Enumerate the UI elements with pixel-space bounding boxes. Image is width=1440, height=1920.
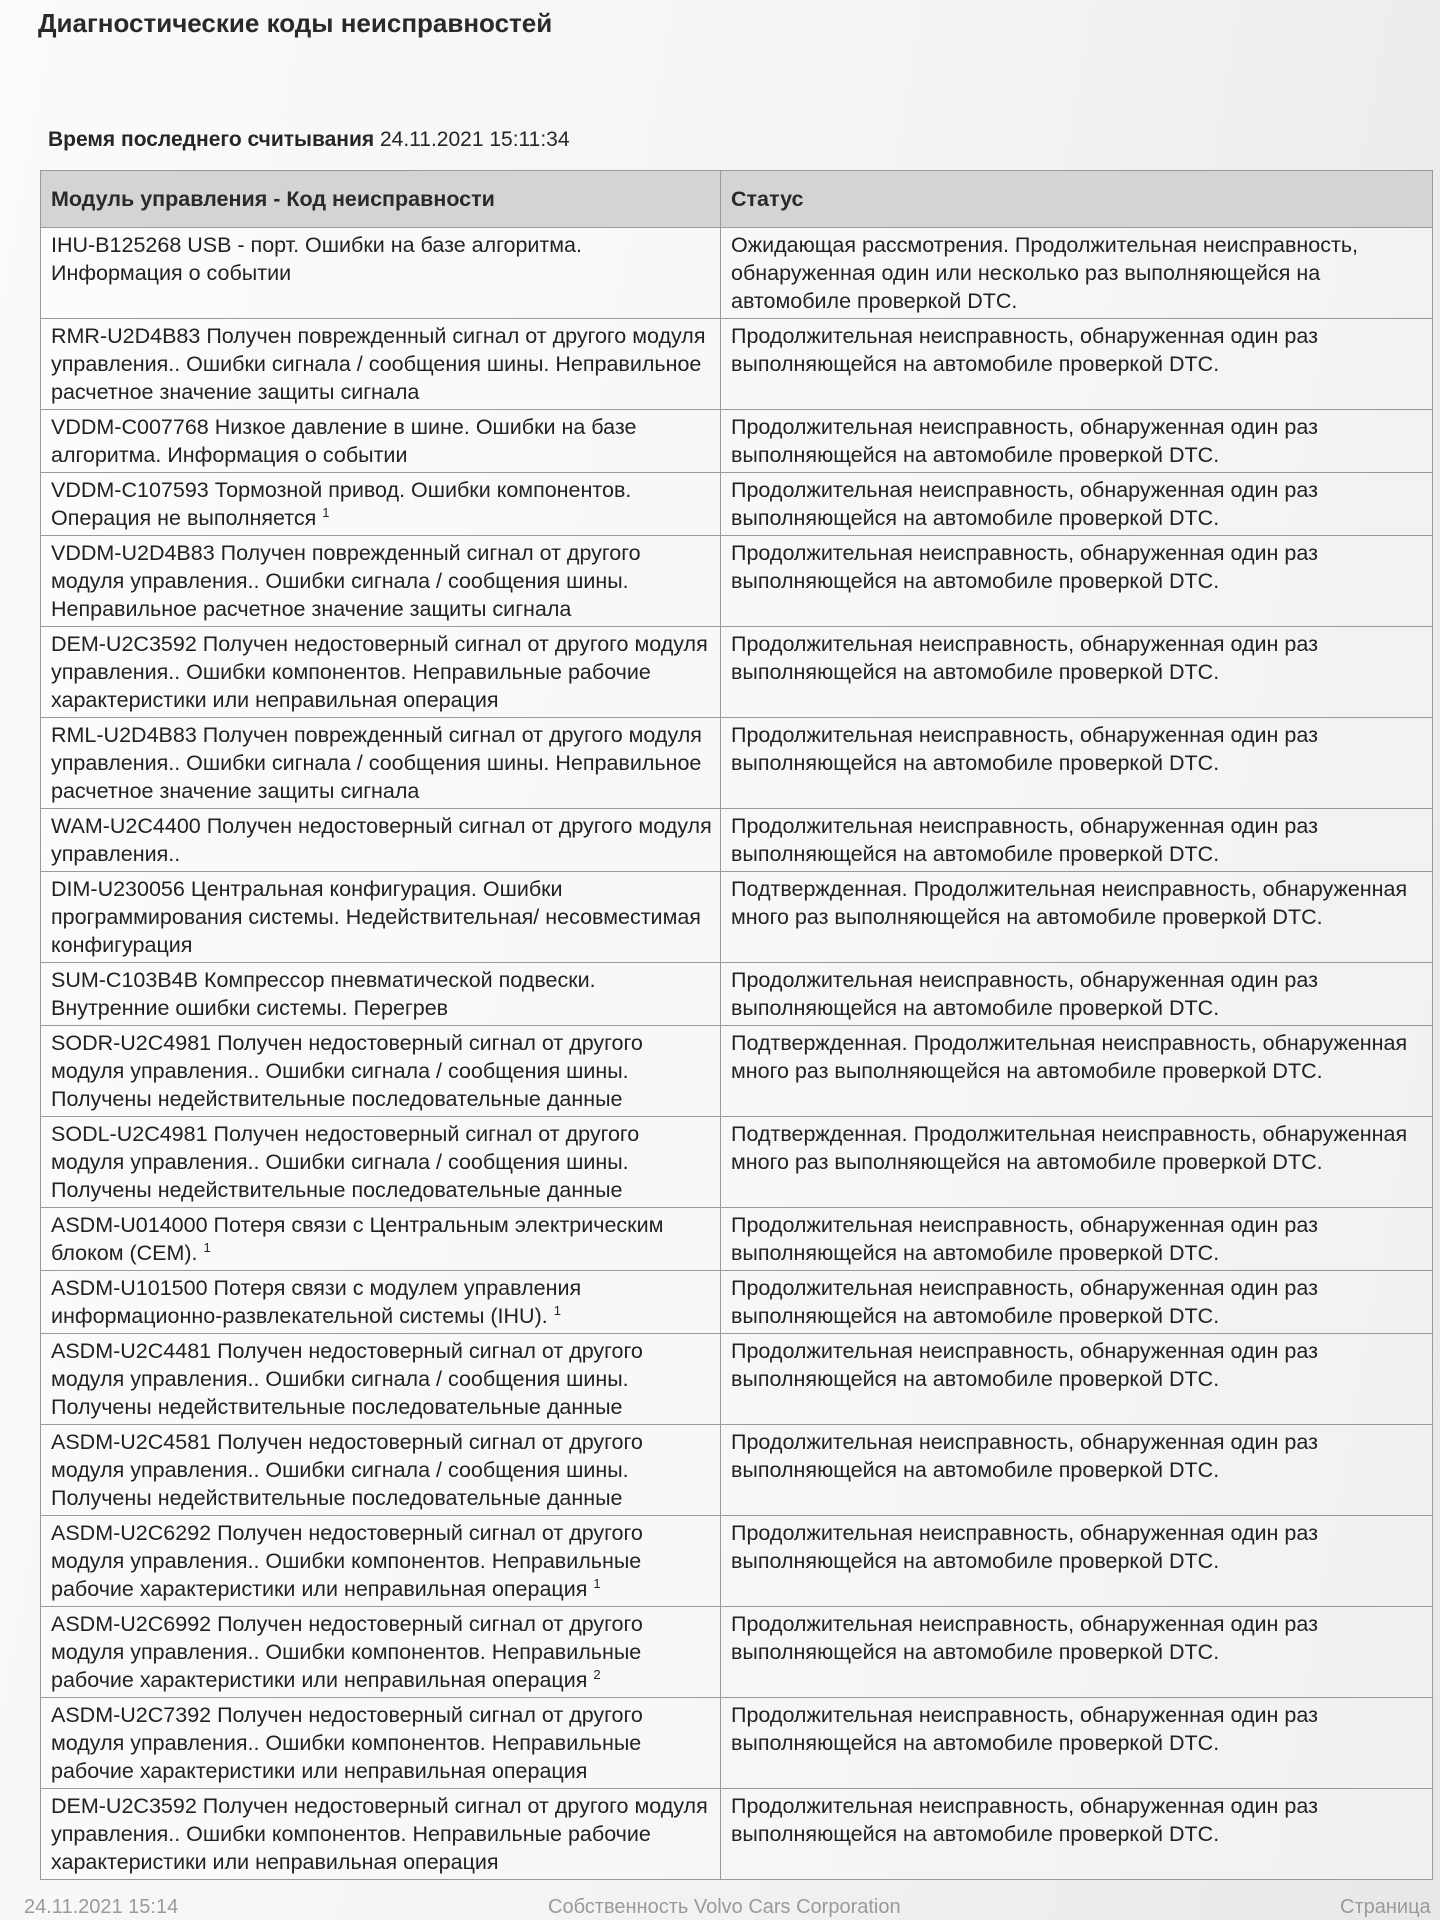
dtc-code-text: WAM-U2C4400 Получен недостоверный сигнал от другого модуля управления.. (51, 814, 712, 866)
table-row (41, 473, 1433, 536)
dtc-status-cell: Продолжительная неисправность, обнаруженная один раз выполняющейся на автомобиле проверкой DTC. (721, 536, 1433, 627)
dtc-code-cell (41, 319, 721, 410)
footnote-marker: 2 (593, 1666, 601, 1682)
dtc-code-text: ASDM-U2C7392 Получен недостоверный сигнал от другого модуля управления.. Ошибки компонентов. Неправильные рабочие характеристики или неправильная операция (51, 1703, 643, 1783)
last-read-time (48, 128, 570, 152)
dtc-code-cell (41, 228, 721, 319)
dtc-status-cell: Продолжительная неисправность, обнаруженная один раз выполняющейся на автомобиле проверкой DTC. (721, 1789, 1433, 1880)
table-row (41, 1425, 1433, 1516)
dtc-code-cell (41, 473, 721, 536)
footnote-marker: 1 (203, 1239, 211, 1255)
dtc-code-text: SODR-U2C4981 Получен недостоверный сигнал от другого модуля управления.. Ошибки сигнала / сообщения шины. Получены недействительные последовательные данные (51, 1031, 643, 1111)
dtc-code-cell (41, 1789, 721, 1880)
dtc-code-cell (41, 1607, 721, 1698)
dtc-code-text: DEM-U2C3592 Получен недостоверный сигнал от другого модуля управления.. Ошибки компонентов. Неправильные рабочие характеристики или неправильная операция (51, 632, 708, 712)
dtc-status-cell: Продолжительная неисправность, обнаруженная один раз выполняющейся на автомобиле проверкой DTC. (721, 1607, 1433, 1698)
dtc-code-text: ASDM-U2C4481 Получен недостоверный сигнал от другого модуля управления.. Ошибки сигнала / сообщения шины. Получены недействительные последовательные данные (51, 1339, 643, 1419)
table-row (41, 319, 1433, 410)
footer-page: Страница (1340, 1896, 1431, 1918)
dtc-code-cell (41, 1271, 721, 1334)
dtc-code-cell (41, 1208, 721, 1271)
dtc-code-text: ASDM-U2C4581 Получен недостоверный сигнал от другого модуля управления.. Ошибки сигнала / сообщения шины. Получены недействительные последовательные данные (51, 1430, 643, 1510)
dtc-table-body (41, 228, 1433, 1880)
dtc-table (40, 170, 1433, 1880)
footnote-marker: 1 (322, 504, 330, 520)
dtc-code-cell (41, 718, 721, 809)
dtc-status-cell: Продолжительная неисправность, обнаруженная один раз выполняющейся на автомобиле проверкой DTC. (721, 627, 1433, 718)
dtc-code-cell (41, 963, 721, 1026)
dtc-code-text: RML-U2D4B83 Получен поврежденный сигнал от другого модуля управления.. Ошибки сигнала / сообщения шины. Неправильное расчетное значение защиты сигнала (51, 723, 702, 803)
dtc-code-cell (41, 536, 721, 627)
dtc-code-cell (41, 1026, 721, 1117)
table-row (41, 1026, 1433, 1117)
footer-date: 24.11.2021 15:14 (24, 1896, 179, 1918)
table-row (41, 1789, 1433, 1880)
dtc-code-text: VDDM-U2D4B83 Получен поврежденный сигнал от другого модуля управления.. Ошибки сигнала / сообщения шины. Неправильное расчетное значение защиты сигнала (51, 541, 641, 621)
table-header-row (41, 171, 1433, 228)
dtc-code-cell (41, 872, 721, 963)
dtc-status-cell: Ожидающая рассмотрения. Продолжительная неисправность, обнаруженная один или несколько раз выполняющейся на автомобиле проверкой DTC. (721, 228, 1433, 319)
dtc-code-text: IHU-B125268 USB - порт. Ошибки на базе алгоритма. Информация о событии (51, 233, 582, 285)
dtc-status-cell: Продолжительная неисправность, обнаруженная один раз выполняющейся на автомобиле проверкой DTC. (721, 1208, 1433, 1271)
table-row (41, 963, 1433, 1026)
table-row (41, 1698, 1433, 1789)
footnote-marker: 1 (553, 1302, 561, 1318)
dtc-code-text: ASDM-U2C6292 Получен недостоверный сигнал от другого модуля управления.. Ошибки компонентов. Неправильные рабочие характеристики или неправильная операция (51, 1521, 643, 1601)
table-row (41, 809, 1433, 872)
dtc-status-cell: Продолжительная неисправность, обнаруженная один раз выполняющейся на автомобиле проверкой DTC. (721, 1698, 1433, 1789)
table-row (41, 410, 1433, 473)
table-row (41, 718, 1433, 809)
table-row (41, 627, 1433, 718)
dtc-code-cell (41, 410, 721, 473)
header-module-code: Модуль управления - Код неисправности (41, 171, 721, 228)
dtc-code-text: ASDM-U014000 Потеря связи с Центральным электрическим блоком (CEM). (51, 1213, 664, 1265)
footer-owner: Собственность Volvo Cars Corporation (548, 1896, 901, 1918)
dtc-code-text: VDDM-C107593 Тормозной привод. Ошибки компонентов. Операция не выполняется (51, 478, 632, 530)
dtc-status-cell: Продолжительная неисправность, обнаруженная один раз выполняющейся на автомобиле проверкой DTC. (721, 473, 1433, 536)
dtc-code-cell (41, 1117, 721, 1208)
table-row (41, 228, 1433, 319)
dtc-status-cell: Подтвержденная. Продолжительная неисправность, обнаруженная много раз выполняющейся на автомобиле проверкой DTC. (721, 1117, 1433, 1208)
dtc-code-text: SODL-U2C4981 Получен недостоверный сигнал от другого модуля управления.. Ошибки сигнала / сообщения шины. Получены недействительные последовательные данные (51, 1122, 640, 1202)
table-row (41, 1334, 1433, 1425)
dtc-code-text: ASDM-U101500 Потеря связи с модулем управления информационно-развлекательной системы (IHU). (51, 1276, 582, 1328)
dtc-code-cell (41, 1698, 721, 1789)
table-row (41, 1208, 1433, 1271)
header-status: Статус (721, 171, 1433, 228)
dtc-code-cell (41, 1516, 721, 1607)
last-read-value: 24.11.2021 15:11:34 (379, 128, 570, 151)
dtc-status-cell: Продолжительная неисправность, обнаруженная один раз выполняющейся на автомобиле проверкой DTC. (721, 1425, 1433, 1516)
dtc-code-text: RMR-U2D4B83 Получен поврежденный сигнал от другого модуля управления.. Ошибки сигнала / сообщения шины. Неправильное расчетное значение защиты сигнала (51, 324, 706, 404)
dtc-status-cell: Продолжительная неисправность, обнаруженная один раз выполняющейся на автомобиле проверкой DTC. (721, 1271, 1433, 1334)
dtc-code-cell (41, 627, 721, 718)
dtc-code-text: DEM-U2C3592 Получен недостоверный сигнал от другого модуля управления.. Ошибки компонентов. Неправильные рабочие характеристики или неправильная операция (51, 1794, 708, 1874)
table-row (41, 1117, 1433, 1208)
dtc-code-text: DIM-U230056 Центральная конфигурация. Ошибки программирования системы. Недействительная/ несовместимая конфигурация (51, 877, 701, 957)
dtc-status-cell: Подтвержденная. Продолжительная неисправность, обнаруженная много раз выполняющейся на автомобиле проверкой DTC. (721, 1026, 1433, 1117)
dtc-status-cell: Подтвержденная. Продолжительная неисправность, обнаруженная много раз выполняющейся на автомобиле проверкой DTC. (721, 872, 1433, 963)
dtc-status-cell: Продолжительная неисправность, обнаруженная один раз выполняющейся на автомобиле проверкой DTC. (721, 410, 1433, 473)
dtc-code-cell (41, 1334, 721, 1425)
dtc-status-cell: Продолжительная неисправность, обнаруженная один раз выполняющейся на автомобиле проверкой DTC. (721, 718, 1433, 809)
footnote-marker: 1 (593, 1575, 601, 1591)
table-row (41, 1516, 1433, 1607)
table-row (41, 872, 1433, 963)
table-row (41, 1271, 1433, 1334)
dtc-status-cell: Продолжительная неисправность, обнаруженная один раз выполняющейся на автомобиле проверкой DTC. (721, 319, 1433, 410)
table-row (41, 1607, 1433, 1698)
dtc-status-cell: Продолжительная неисправность, обнаруженная один раз выполняющейся на автомобиле проверкой DTC. (721, 809, 1433, 872)
page-title: Диагностические коды неисправностей (38, 8, 553, 38)
table-row (41, 536, 1433, 627)
dtc-code-cell (41, 1425, 721, 1516)
dtc-code-text: SUM-C103B4B Компрессор пневматической подвески. Внутренние ошибки системы. Перегрев (51, 968, 596, 1020)
last-read-label: Время последнего считывания (48, 128, 375, 151)
dtc-code-text: ASDM-U2C6992 Получен недостоверный сигнал от другого модуля управления.. Ошибки компонентов. Неправильные рабочие характеристики или неправильная операция (51, 1612, 643, 1692)
dtc-status-cell: Продолжительная неисправность, обнаруженная один раз выполняющейся на автомобиле проверкой DTC. (721, 1334, 1433, 1425)
dtc-code-text: VDDM-C007768 Низкое давление в шине. Ошибки на базе алгоритма. Информация о событии (51, 415, 637, 467)
dtc-code-cell (41, 809, 721, 872)
dtc-status-cell: Продолжительная неисправность, обнаруженная один раз выполняющейся на автомобиле проверкой DTC. (721, 963, 1433, 1026)
dtc-status-cell: Продолжительная неисправность, обнаруженная один раз выполняющейся на автомобиле проверкой DTC. (721, 1516, 1433, 1607)
